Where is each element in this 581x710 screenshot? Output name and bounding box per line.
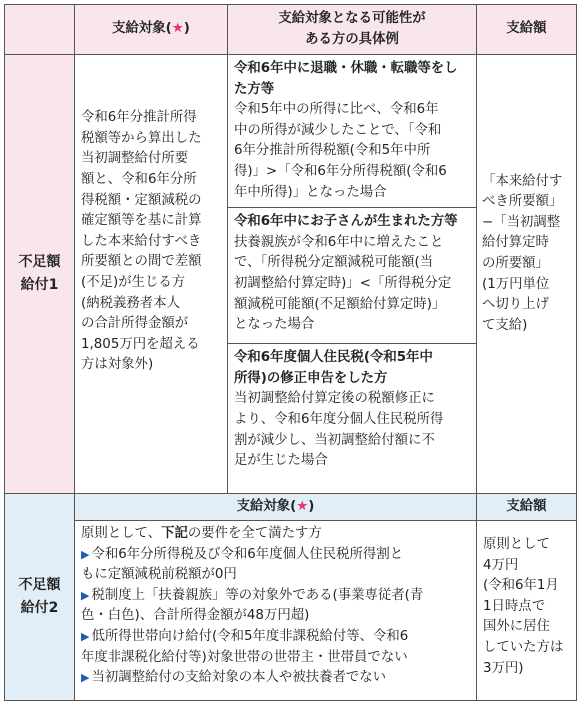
requirement-1-line: ▶ 令和6年分所得税及び令和6年度個人住民税所得割と: [81, 546, 404, 562]
benefit-1-amount-line: て支給): [482, 317, 528, 333]
benefit-1-amount-line: へ切り上げ: [482, 297, 549, 313]
benefit-1-target-line: 確定額等を基に計算: [81, 213, 202, 229]
header-amount-2: 支給額: [477, 494, 577, 521]
benefit-1-amount-line: べき所要額」: [482, 194, 563, 210]
benefit-2-amount-line: 国外に居住: [483, 619, 550, 635]
row-label-benefit-2: 不足額 給付2: [5, 494, 75, 701]
case2-title: 令和6年中にお子さんが生まれた方等: [234, 214, 458, 230]
case3-body-line: 割が減少し、当初調整給付額に不: [234, 432, 435, 448]
benefit-1-amount-cell: [477, 55, 577, 494]
header-cases: 支給対象となる可能性が ある方の具体例: [228, 5, 477, 55]
benefit-1-target-line: (納税義務者本人: [81, 295, 180, 311]
case1-body-line: 年中所得)」となった場合: [234, 184, 387, 200]
benefit-1-target-line: 所要額との間で差額: [81, 254, 202, 270]
case1-body-line: 中の所得が減少したことで、「令和: [234, 122, 442, 138]
case2-body-line: 扶養親族が令和6年中に増えたこと: [234, 234, 444, 250]
benefit-2-amount-line: 1日時点で: [483, 598, 546, 614]
benefit-1-target-line: 税額等から算出した: [81, 130, 202, 146]
requirement-1-line: もに定額減税前税額が0円: [81, 567, 237, 583]
requirement-2-line: 色・白色)、合計所得金額が48万円超): [81, 608, 310, 624]
benefit-1-amount-line: 給付算定時: [482, 235, 549, 251]
benefit-1-target-line: した本来給付すべき: [81, 233, 202, 249]
case2-body-line: 初調整給付算定時)」<「所得税分定: [234, 275, 452, 291]
case2-body-line: で、「所得税分定額減税可能額(当: [234, 255, 434, 271]
benefit-2-target-cell: [75, 521, 477, 701]
row-label-benefit-1: 不足額 給付1: [5, 55, 75, 494]
case3-body-line: 当初調整給付算定後の税額修正に: [234, 391, 435, 407]
case1-title-line: 令和6年中に退職・休職・転職等をし: [234, 61, 458, 76]
header-target: 支給対象(★): [75, 5, 228, 55]
benefit-2-amount-line: 3万円): [483, 660, 524, 676]
benefit-2-amount-line: 原則として: [483, 537, 550, 552]
case1-title-line: た方等: [234, 81, 275, 97]
case1-body-line: 令和5年中の所得に比べ、令和6年: [234, 102, 439, 118]
triangle-bullet-icon: ▶: [81, 547, 90, 561]
requirement-3-line: ▶ 低所得世帯向け給付(令和5年度非課税給付等、令和6: [81, 628, 409, 644]
benefit-1-target-line: の合計所得金額が: [81, 316, 189, 332]
benefit-1-amount-line: 「本来給付す: [482, 173, 563, 189]
benefit-1-target-line: (不足)が生じる方: [81, 274, 186, 290]
benefit-1-target-line: 令和6年分推計所得: [81, 110, 197, 126]
benefit-1-target-line: 額と、令和6年分所: [81, 172, 197, 187]
case3-body-line: より、令和6年度分個人住民税所得: [234, 411, 444, 427]
case2-body-line: 額減税可能額(不足額給付算定時)」: [234, 296, 446, 312]
benefit-2-amount-line: (令和6年1月: [483, 578, 559, 594]
benefit-1-target-line: 当初調整給付所要: [81, 151, 189, 167]
benefit-1-amount-line: の所要額」: [482, 256, 549, 272]
intro-line: 原則として、下記の要件を全て満たす方: [81, 526, 322, 541]
case-retirement: [228, 55, 477, 208]
benefit-2-amount-line: していた方は: [483, 639, 564, 655]
star-icon: ★: [296, 498, 309, 514]
benefit-1-amount-line: −「当初調整: [482, 214, 561, 230]
case2-body-line: となった場合: [234, 317, 315, 333]
benefit-1-target-line: 1,805万円を超える: [81, 336, 200, 352]
requirement-2-line: ▶ 税制度上「扶養親族」等の対象外である(事業専従者(青: [81, 587, 424, 603]
case-childbirth: [228, 208, 477, 344]
triangle-bullet-icon: ▶: [81, 588, 90, 602]
case3-body-line: 足が生じた場合: [234, 453, 328, 469]
header-target-2: 支給対象(★): [75, 494, 477, 521]
triangle-bullet-icon: ▶: [81, 629, 90, 643]
requirement-3-line: 年度非課税化給付等)対象世帯の世帯主・世帯員でない: [81, 649, 408, 665]
benefit-2-amount-line: 4万円: [483, 557, 519, 573]
shortfall-benefit-2-table: [4, 493, 577, 701]
triangle-bullet-icon: ▶: [81, 671, 90, 685]
header-amount: 支給額: [477, 5, 577, 55]
case1-body-line: 6年分推計所得税額(令和5年中所: [234, 143, 431, 159]
benefit-1-amount-line: (1万円単位: [482, 276, 550, 292]
star-icon: ★: [171, 21, 184, 37]
case1-body-line: 得)」>「令和6年分所得税額(令和6: [234, 163, 447, 179]
benefit-1-target-line: 得税額・定額減税の: [81, 192, 202, 208]
case3-title-line: 所得)の修正申告をした方: [234, 370, 388, 386]
case3-title-line: 令和6年度個人住民税(令和5年中: [234, 350, 433, 366]
benefit-2-amount-cell: [477, 521, 577, 701]
requirement-4-line: ▶ 当初調整給付の支給対象の本人や被扶養者でない: [81, 670, 387, 686]
header-corner: [5, 5, 75, 55]
benefit-1-target-line: 方は対象外): [81, 357, 154, 373]
shortfall-benefit-1-table: [4, 4, 577, 494]
benefit-1-target-cell: [75, 55, 228, 494]
case-tax-amendment: [228, 344, 477, 494]
